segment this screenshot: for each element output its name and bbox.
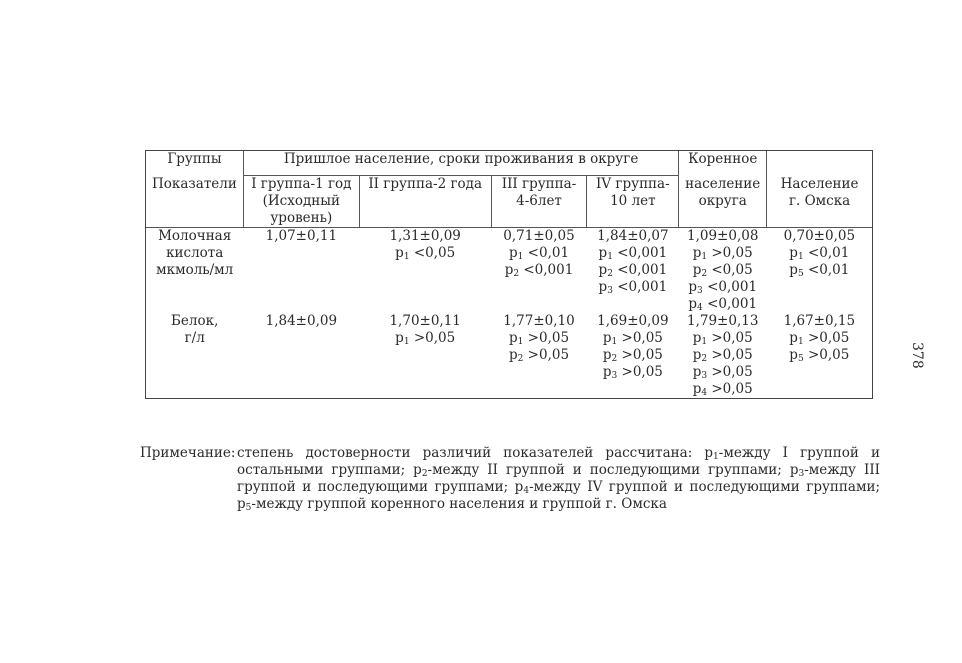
mean-value: 1,69±0,09 — [597, 313, 669, 329]
mean-value: 1,31±0,09 — [389, 228, 461, 244]
p-subscript: 1 — [403, 337, 410, 347]
footnote-label: Примечание: — [140, 445, 236, 461]
p-value-line: $p_5 >0,05$ — [789, 347, 850, 364]
column-header-line: 10 лет — [610, 193, 656, 209]
p-subscript: 1 — [517, 337, 524, 347]
p-value-line: $p_1 <0,05$ — [395, 245, 456, 262]
p-value-line: $p_2 <0,001$ — [598, 262, 668, 279]
p-subscript: 1 — [701, 252, 708, 262]
column-header-line: население — [685, 175, 761, 192]
row-label-line: г/л — [184, 330, 205, 346]
column-header-line: 4-6лет — [516, 193, 562, 209]
data-cell — [767, 313, 873, 399]
column-header-line: уровень) — [270, 210, 333, 226]
p-subscript: 4 — [697, 303, 703, 313]
p-subscript: 3 — [701, 371, 708, 381]
p-subscript: 3 — [697, 286, 703, 296]
p-value-line: $p_1 >0,05$ — [692, 330, 753, 347]
mean-value: 0,71±0,05 — [503, 228, 575, 244]
p-value-line: $p_1 >0,05$ — [395, 330, 456, 347]
p-subscript: 2 — [513, 269, 520, 279]
mean-value: 1,07±0,11 — [265, 228, 338, 244]
groups-header: Группы — [146, 151, 244, 176]
p-subscript: 1 — [797, 337, 804, 347]
footnote-subscript: 3 — [798, 469, 805, 479]
p-value-line: $p_5 <0,01$ — [789, 262, 850, 279]
column-header-line: г. Омска — [788, 192, 851, 209]
p-subscript: 1 — [797, 252, 804, 262]
p-subscript: 3 — [607, 286, 613, 296]
omsk-header-spacer — [767, 151, 873, 176]
column-header — [767, 176, 873, 228]
p-value-line: $p_1 >0,05$ — [789, 330, 850, 347]
mean-value: 1,84±0,09 — [265, 313, 338, 329]
mean-value: 1,84±0,07 — [597, 228, 669, 244]
mean-value: 1,67±0,15 — [783, 313, 856, 329]
p-value-line: $p_3 <0,001$ — [598, 279, 668, 296]
column-header — [679, 176, 767, 228]
footnote-text: степень достоверности различий показателей рассчитана: $p_1$-между I группой и остальными группами; $p_2$-между II группой и последующими группами; $p_3$-между III группой и последующими группами; $p_4$-между IV группой и последующими группами; $p_5$-между группой коренного населения и группой г. Омска — [237, 445, 881, 513]
column-header-line: (Исходный — [262, 193, 341, 209]
p-subscript: 1 — [607, 252, 613, 262]
row-label-line: Молочная — [158, 228, 232, 244]
p-value-line: $p_1 >0,05$ — [692, 245, 753, 262]
data-cell — [491, 228, 587, 314]
footnote-subscript: 5 — [245, 503, 252, 513]
p-subscript: 2 — [607, 269, 613, 279]
data-cell — [679, 313, 767, 399]
p-value-line: $p_1 >0,05$ — [602, 330, 663, 347]
column-header — [587, 176, 679, 228]
column-header-line: Население — [780, 175, 859, 192]
p-value-line: $p_2 <0,05$ — [692, 262, 753, 279]
row-label-line: мкмоль/мл — [156, 262, 234, 278]
column-header-line: округа — [698, 192, 747, 209]
column-header — [491, 176, 587, 228]
mean-value: 0,70±0,05 — [783, 228, 856, 244]
data-cell — [359, 313, 491, 399]
p-subscript: 1 — [611, 337, 618, 347]
column-header-line: III группа- — [501, 176, 577, 192]
column-header-line: I группа-1 год — [251, 176, 352, 192]
p-subscript: 5 — [797, 269, 804, 279]
p-value-line: $p_2 <0,001$ — [504, 262, 574, 279]
row-label-line: Белок, — [171, 313, 219, 329]
row-label — [146, 228, 244, 314]
data-cell — [679, 228, 767, 314]
data-cell — [587, 313, 679, 399]
row-label-line: кислота — [166, 245, 224, 261]
p-subscript: 1 — [701, 337, 708, 347]
column-header — [243, 176, 359, 228]
column-header-line: IV группа- — [596, 176, 670, 192]
row-label — [146, 313, 244, 399]
mean-value: 1,09±0,08 — [687, 228, 759, 244]
mean-value: 1,70±0,11 — [389, 313, 461, 329]
p-value-line: $p_1 <0,001$ — [598, 245, 668, 262]
mean-value: 1,79±0,13 — [687, 313, 759, 329]
p-subscript: 2 — [517, 354, 524, 364]
footnote — [140, 445, 880, 513]
p-value-line: $p_3 <0,001$ — [688, 279, 758, 296]
p-value-line: $p_4 >0,05$ — [692, 381, 753, 398]
data-cell — [243, 228, 359, 314]
data-cell — [359, 228, 491, 314]
results-table — [145, 150, 873, 399]
p-subscript: 3 — [611, 371, 618, 381]
p-subscript: 1 — [517, 252, 524, 262]
p-subscript: 2 — [701, 354, 708, 364]
p-value-line: $p_3 >0,05$ — [692, 364, 753, 381]
indicators-header: Показатели — [146, 176, 244, 228]
column-header-line: II группа-2 года — [368, 176, 483, 192]
p-value-line: $p_2 >0,05$ — [602, 347, 663, 364]
data-cell — [491, 313, 587, 399]
footnote-subscript: 1 — [713, 452, 719, 462]
p-value-line: $p_1 <0,01$ — [789, 245, 850, 262]
p-subscript: 2 — [611, 354, 618, 364]
migrant-population-header: Пришлое население, сроки проживания в округе — [243, 151, 678, 176]
p-subscript: 4 — [701, 388, 708, 398]
data-cell — [587, 228, 679, 314]
p-value-line: $p_1 >0,05$ — [508, 330, 570, 347]
footnote-subscript: 2 — [421, 469, 428, 479]
column-header — [359, 176, 491, 228]
p-subscript: 5 — [797, 354, 804, 364]
p-value-line: $p_3 >0,05$ — [602, 364, 663, 381]
p-value-line: $p_2 >0,05$ — [508, 347, 570, 364]
p-subscript: 1 — [403, 252, 410, 262]
native-population-header: Коренное — [679, 151, 767, 176]
p-value-line: $p_2 >0,05$ — [692, 347, 753, 364]
mean-value: 1,77±0,10 — [503, 313, 575, 329]
p-value-line: $p_4 <0,001$ — [688, 296, 758, 313]
data-cell — [243, 313, 359, 399]
page-number: 378 — [909, 342, 925, 369]
p-value-line: $p_1 <0,01$ — [508, 245, 570, 262]
footnote-subscript: 4 — [523, 486, 530, 496]
data-cell — [767, 228, 873, 314]
p-subscript: 2 — [701, 269, 708, 279]
